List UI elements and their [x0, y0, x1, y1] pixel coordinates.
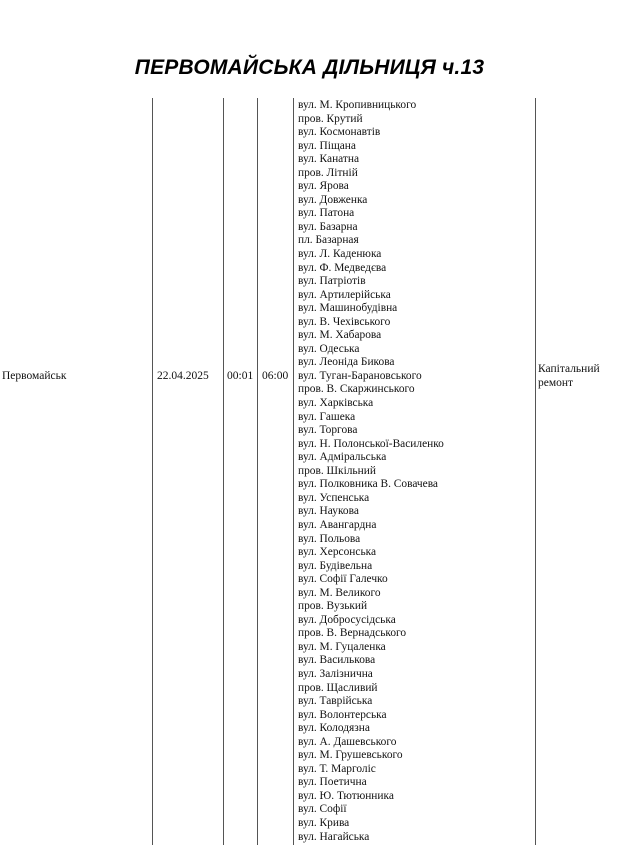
column-divider: [535, 98, 536, 845]
street-item: вул. Полковника В. Совачева: [298, 478, 438, 491]
street-item: пров. Літній: [298, 166, 358, 179]
street-item: вул. М. Великого: [298, 586, 381, 599]
street-item: пров. Шкільний: [298, 464, 376, 477]
street-item: вул. Поетична: [298, 776, 367, 789]
street-item: вул. Л. Каденюка: [298, 248, 382, 261]
page-title: ПЕРВОМАЙСЬКА ДІЛЬНИЦЯ ч.13: [134, 56, 485, 79]
street-item: вул. Нагайська: [298, 830, 370, 843]
street-item: вул. Василькова: [298, 654, 376, 667]
street-item: вул. Адміральська: [298, 451, 387, 464]
column-divider: [152, 98, 153, 845]
street-item: вул. Канатна: [298, 153, 360, 166]
street-item: вул. Залізнична: [298, 667, 373, 680]
street-item: вул. Патріотів: [298, 275, 366, 288]
street-item: вул. Колодязна: [298, 722, 370, 735]
street-item: пров. В. Скаржинського: [298, 383, 415, 396]
street-item: вул. Артилерійська: [298, 288, 391, 301]
street-item: вул. Гашека: [298, 410, 356, 423]
street-item: вул. Наукова: [298, 505, 359, 518]
reason-cell: [538, 362, 616, 390]
street-item: вул. Космонавтів: [298, 126, 381, 139]
column-divider: [257, 98, 258, 845]
street-item: вул. Будівельна: [298, 559, 373, 572]
reason-line-2: ремонт: [538, 377, 574, 389]
street-item: пров. Вузький: [298, 600, 368, 613]
street-item: вул. А. Дашевського: [298, 735, 397, 748]
street-item: вул. М. Гуцаленка: [298, 640, 386, 653]
city-cell: Первомайськ: [2, 370, 67, 382]
street-item: пров. Щасливий: [298, 681, 378, 694]
reason-line-1: Капітальний: [538, 363, 600, 375]
street-item: пров. В. Вернадського: [298, 627, 407, 640]
street-item: вул. Польова: [298, 532, 361, 545]
street-item: вул. Ю. Тютюнника: [298, 789, 394, 802]
street-item: вул. В. Чехівського: [298, 315, 391, 328]
street-item: пл. Базарная: [298, 234, 359, 247]
street-item: вул. Ф. Медведєва: [298, 261, 387, 274]
street-item: вул. Піщана: [298, 139, 356, 152]
street-item: вул. М. Грушевського: [298, 749, 403, 762]
column-divider: [293, 98, 294, 845]
street-item: вул. Н. Полонської-Василенко: [298, 437, 444, 450]
street-item: вул. Софії Галечко: [298, 573, 388, 586]
column-divider: [223, 98, 224, 845]
streets-list: [298, 99, 444, 844]
street-item: вул. Добросусідська: [298, 613, 396, 626]
date-cell: 22.04.2025: [157, 370, 209, 382]
street-item: вул. Т. Марголіс: [298, 762, 376, 775]
street-item: вул. М. Хабарова: [298, 329, 382, 342]
street-item: вул. Херсонська: [298, 546, 377, 559]
street-item: вул. Базарна: [298, 220, 358, 233]
street-item: вул. Софії: [298, 803, 347, 816]
street-item: вул. Туган-Барановського: [298, 369, 422, 382]
street-item: вул. Патона: [298, 207, 355, 220]
start-time-cell: 00:01: [227, 370, 254, 382]
street-item: вул. Волонтерська: [298, 708, 387, 721]
street-item: вул. Харківська: [298, 397, 374, 410]
outage-table: [0, 98, 619, 845]
street-item: вул. Ярова: [298, 180, 349, 193]
street-item: вул. Машинобудівна: [298, 302, 398, 315]
street-item: вул. Одеська: [298, 342, 360, 355]
street-item: вул. Таврійська: [298, 695, 373, 708]
street-item: вул. Крива: [298, 816, 350, 829]
street-item: пров. Крутий: [298, 112, 363, 125]
end-time-cell: 06:00: [262, 370, 289, 382]
street-item: вул. Леоніда Бикова: [298, 356, 395, 369]
street-item: вул. Авангардна: [298, 518, 377, 531]
street-item: вул. Успенська: [298, 491, 370, 504]
street-item: вул. Торгова: [298, 424, 358, 437]
street-item: вул. Довженка: [298, 193, 368, 206]
street-item: вул. М. Кропивницького: [298, 99, 417, 111]
